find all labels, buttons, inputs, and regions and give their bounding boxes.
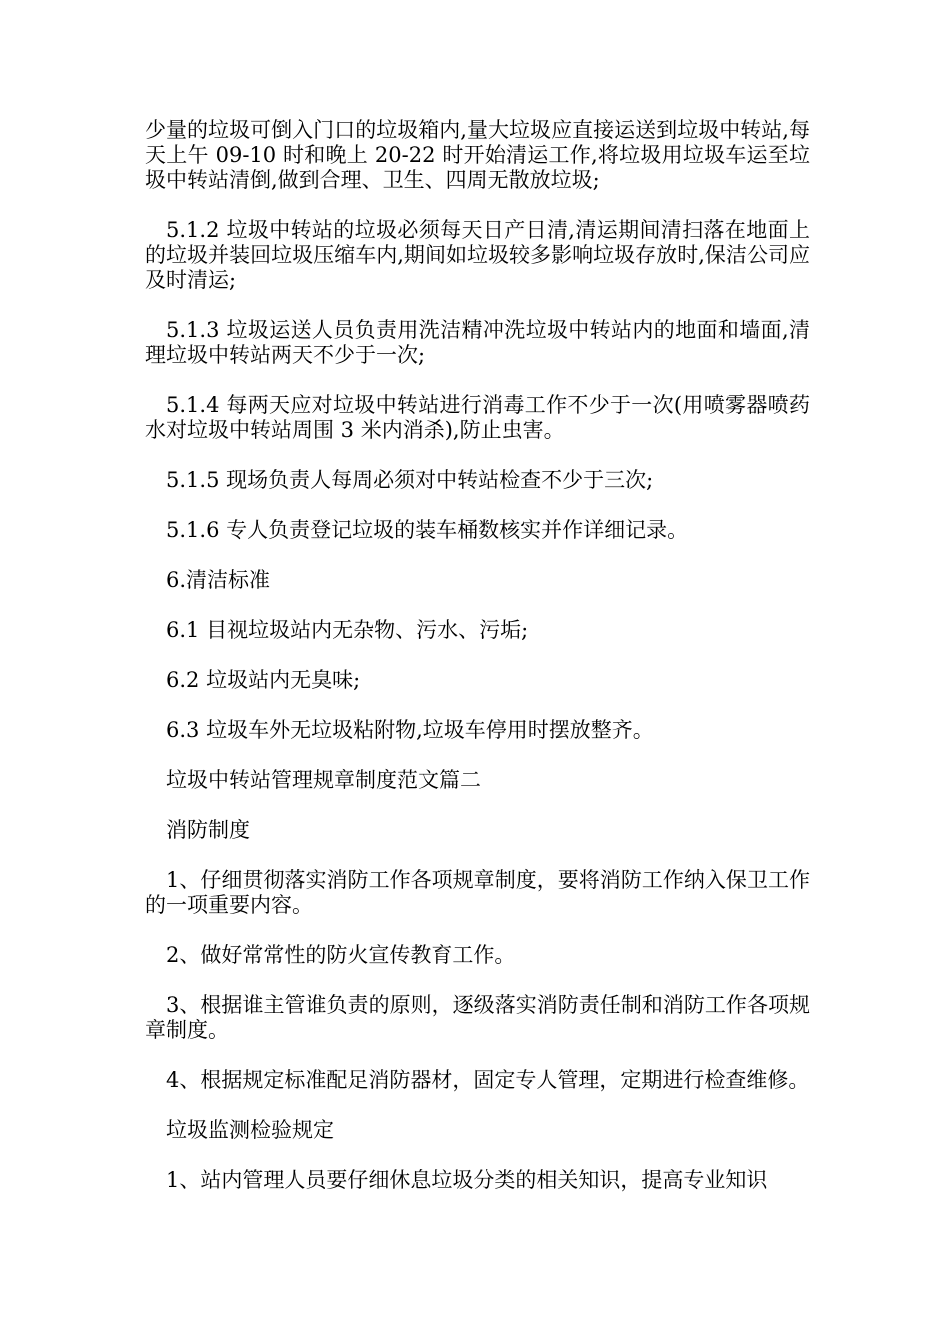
fire-rule-3: 3、根据谁主管谁负责的原则，逐级落实消防责任制和消防工作各项规章制度。 [145, 993, 810, 1042]
fire-rule-1: 1、仔细贯彻落实消防工作各项规章制度，要将消防工作纳入保卫工作的一项重要内容。 [145, 868, 810, 917]
paragraph-1: 少量的垃圾可倒入门口的垃圾箱内,量大垃圾应直接运送到垃圾中转站,每天上午 09-10 时和晚上 20-22 时开始清运工作,将垃圾用垃圾车运至垃圾中转站清倒,做到合理、卫生、四周无散放垃圾; [145, 118, 810, 192]
fire-rule-4: 4、根据规定标准配足消防器材，固定专人管理，定期进行检查维修。 [166, 1068, 810, 1092]
paragraph-5-1-5: 5.1.5 现场负责人每周必须对中转站检查不少于三次; [166, 468, 654, 492]
article-title-part-two: 垃圾中转站管理规章制度范文篇二 [166, 768, 481, 792]
paragraph-5-1-6: 5.1.6 专人负责登记垃圾的装车桶数核实并作详细记录。 [166, 518, 689, 542]
inspection-rule-1: 1、站内管理人员要仔细休息垃圾分类的相关知识，提高专业知识 [166, 1168, 768, 1192]
paragraph-6-2: 6.2 垃圾站内无臭味; [166, 668, 361, 692]
paragraph-5-1-4: 5.1.4 每两天应对垃圾中转站进行消毒工作不少于一次(用喷雾器喷药水对垃圾中转站周围 3 米内消杀),防止虫害。 [145, 393, 810, 442]
paragraph-5-1-3: 5.1.3 垃圾运送人员负责用洗洁精冲洗垃圾中转站内的地面和墙面,清理垃圾中转站两天不少于一次; [145, 318, 810, 367]
paragraph-6-1: 6.1 目视垃圾站内无杂物、污水、污垢; [166, 618, 529, 642]
paragraph-6-3: 6.3 垃圾车外无垃圾粘附物,垃圾车停用时摆放整齐。 [166, 718, 654, 742]
section-heading-fire-safety: 消防制度 [166, 818, 250, 842]
document-page [145, 118, 810, 1193]
paragraph-5-1-2: 5.1.2 垃圾中转站的垃圾必须每天日产日清,清运期间清扫落在地面上的垃圾并装回垃圾压缩车内,期间如垃圾较多影响垃圾存放时,保洁公司应及时清运; [145, 218, 810, 292]
section-heading-cleaning-standard: 6.清洁标准 [166, 568, 271, 592]
fire-rule-2: 2、做好常常性的防火宣传教育工作。 [166, 943, 516, 967]
section-heading-waste-inspection: 垃圾监测检验规定 [166, 1118, 334, 1142]
